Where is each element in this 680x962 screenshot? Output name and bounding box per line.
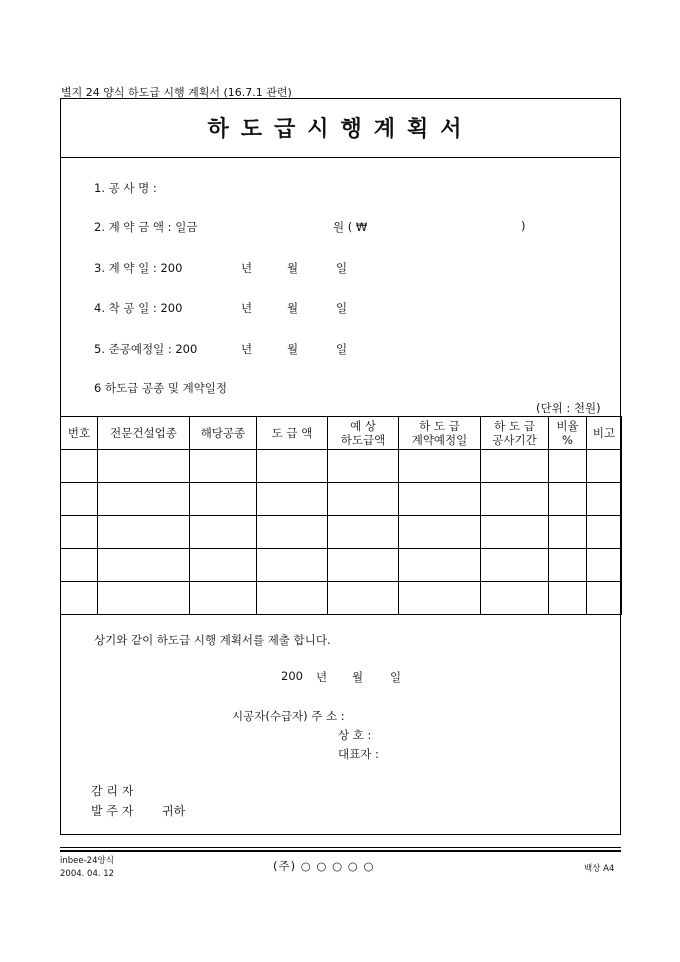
table-cell[interactable] [61,483,98,516]
honorific: 귀하 [162,804,186,818]
col-header-period: 하 도 급 공사기간 [481,417,549,450]
table-cell[interactable] [257,450,328,483]
table-cell[interactable] [190,549,257,582]
table-cell[interactable] [399,516,481,549]
table-cell[interactable] [399,549,481,582]
contractor-address-label: 시공자(수급자) 주 소 : [232,709,345,723]
table-row [61,549,622,582]
table-cell[interactable] [328,483,399,516]
col-header-remarks: 비고 [587,417,622,450]
table-cell[interactable] [98,450,190,483]
submission-statement: 상기와 같이 하도급 시행 계획서를 제출 합니다. [94,633,331,647]
client-label: 발 주 자 [91,804,134,818]
col-header-work-type: 해당공종 [190,417,257,450]
footer-rule-top [60,847,621,848]
table-cell[interactable] [549,516,587,549]
table-cell[interactable] [98,483,190,516]
table-cell[interactable] [257,549,328,582]
day-unit: 일 [336,261,348,275]
supervisor-label: 감 리 자 [91,784,134,798]
field-subcontract-schedule: 6 하도급 공종 및 계약일정 [94,381,228,395]
field-contract-date: 3. 계 약 일 : 200 [94,261,183,275]
table-cell[interactable] [61,516,98,549]
field-project-name: 1. 공 사 명 : [94,181,157,195]
table-row [61,582,622,615]
table-cell[interactable] [481,582,549,615]
col-header-number: 번호 [61,417,98,450]
table-cell[interactable] [190,516,257,549]
table-cell[interactable] [481,516,549,549]
footer-date: 2004. 04. 12 [60,869,115,879]
month-unit: 월 [287,342,299,356]
table-cell[interactable] [61,450,98,483]
table-cell[interactable] [399,450,481,483]
footer-company: (주) ○ ○ ○ ○ ○ [273,859,375,873]
table-cell[interactable] [587,582,622,615]
submission-year: 200 [281,669,303,683]
table-row [61,483,622,516]
table-cell[interactable] [549,450,587,483]
field-contract-amount-won: 원 ( ₩ [333,220,368,234]
form-caption: 별지 24 양식 하도급 시행 계획서 (16.7.1 관련) [61,86,292,99]
representative-label: 대표자 : [338,747,379,761]
col-header-contract-amount: 도 급 액 [257,417,328,450]
table-cell[interactable] [399,483,481,516]
table-cell[interactable] [328,549,399,582]
field-completion-date: 5. 준공예정일 : 200 [94,342,198,356]
submission-day-unit: 일 [390,670,402,684]
title-divider [60,157,621,158]
field-start-date: 4. 착 공 일 : 200 [94,301,183,315]
document-title: 하도급시행계획서 [207,116,474,142]
submission-year-unit: 년 [316,670,328,684]
table-cell[interactable] [587,516,622,549]
table-cell[interactable] [98,516,190,549]
table-cell[interactable] [98,582,190,615]
unit-note: (단위 : 천원) [536,401,601,415]
table-cell[interactable] [257,582,328,615]
table-cell[interactable] [587,450,622,483]
table-cell[interactable] [257,483,328,516]
table-cell[interactable] [328,516,399,549]
day-unit: 일 [336,301,348,315]
table-cell[interactable] [328,450,399,483]
col-header-planned-date: 하 도 급 계약예정일 [399,417,481,450]
month-unit: 월 [287,301,299,315]
table-cell[interactable] [399,582,481,615]
table-cell[interactable] [587,549,622,582]
col-header-expected-amount: 예 상 하도급액 [328,417,399,450]
table-row [61,450,622,483]
footer-paper: 백상 A4 [584,864,615,874]
year-unit: 년 [241,301,253,315]
col-header-trade: 전문건설업종 [98,417,190,450]
table-cell[interactable] [190,582,257,615]
table-cell[interactable] [549,582,587,615]
table-cell[interactable] [328,582,399,615]
field-contract-amount: 2. 계 약 금 액 : 일금 [94,220,198,234]
table-cell[interactable] [190,483,257,516]
field-contract-amount-close: ) [521,219,526,233]
submission-month-unit: 월 [352,670,364,684]
year-unit: 년 [241,261,253,275]
footer-form-code: inbee-24양식 [60,856,114,866]
trade-name-label: 상 호 : [338,728,372,742]
table-header-row [61,417,622,450]
table-cell[interactable] [481,450,549,483]
footer-rule-bottom [60,850,621,852]
table-cell[interactable] [190,450,257,483]
table-cell[interactable] [481,483,549,516]
table-cell[interactable] [98,549,190,582]
table-row [61,516,622,549]
table-cell[interactable] [549,549,587,582]
table-cell[interactable] [587,483,622,516]
table-cell[interactable] [549,483,587,516]
month-unit: 월 [287,261,299,275]
table-cell[interactable] [481,549,549,582]
table-cell[interactable] [61,582,98,615]
table-cell[interactable] [61,549,98,582]
col-header-ratio: 비율 % [549,417,587,450]
year-unit: 년 [241,342,253,356]
table-cell[interactable] [257,516,328,549]
day-unit: 일 [336,342,348,356]
subcontract-table [60,416,622,615]
